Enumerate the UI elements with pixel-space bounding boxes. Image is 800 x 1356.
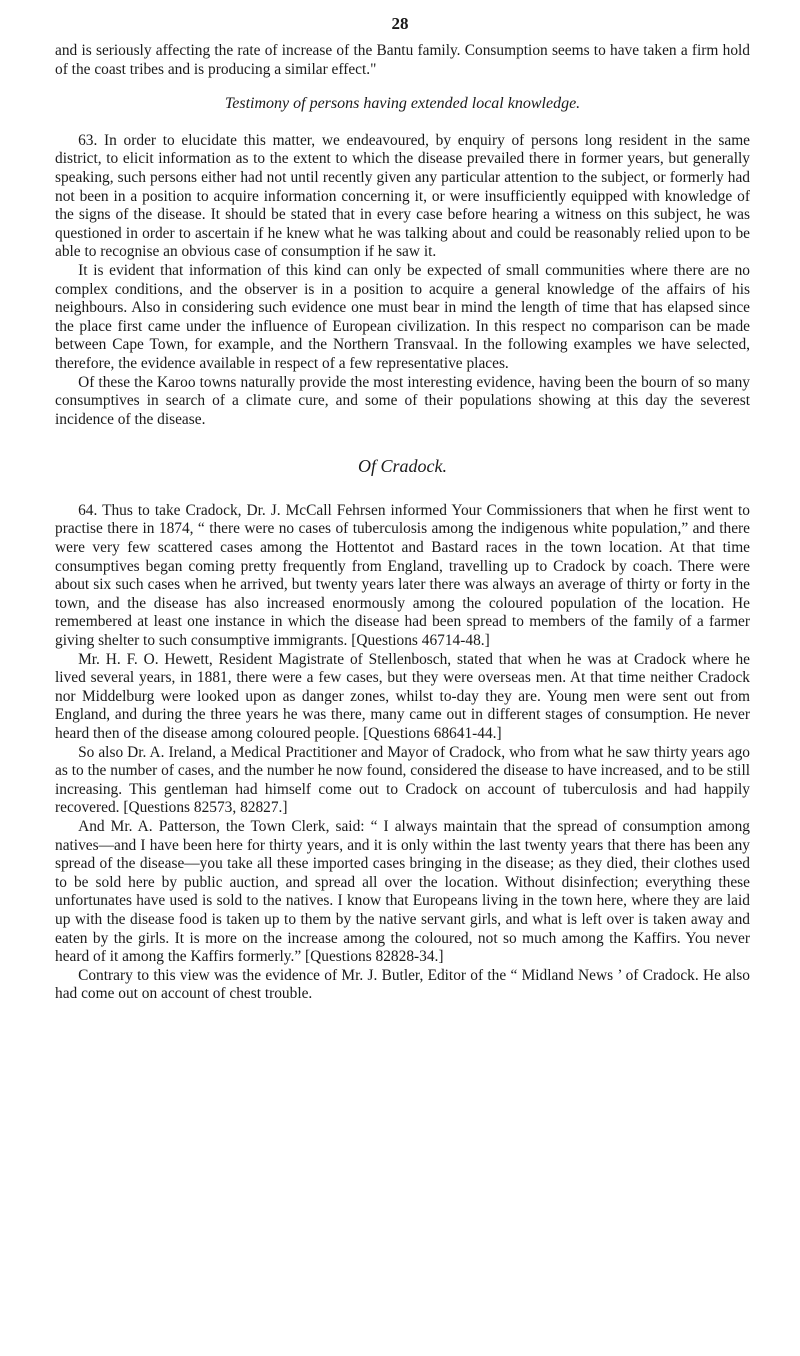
paragraph-hewett: Mr. H. F. O. Hewett, Resident Magistrate of Stellenbosch, stated that when he was at Cradock where he lived several years, in 1881, there were a few cases, but they were overseas men. At that time neither Cradock nor Middelburg were looked upon as danger zones, whilst to-day they are. Young men were sent out from England, and during the three years he was there, many came out in different stages of consumption. He never heard then of the disease among coloured people. [Questions 68641-44.]	[55, 650, 750, 742]
paragraph-ireland: So also Dr. A. Ireland, a Medical Practitioner and Mayor of Cradock, who from what he saw thirty years ago as to the number of cases, and the number he now found, considered the disease to have increased, and to be still increasing. This gentleman had himself come out to Cradock on account of tuberculosis and had happily recovered. [Questions 82573, 82827.]	[55, 743, 750, 817]
page-number: 28	[391, 14, 409, 33]
paragraph-butler: Contrary to this view was the evidence of Mr. J. Butler, Editor of the “ Midland News ’ of Cradock. He also had come out on account of chest trouble.	[55, 966, 750, 1003]
paragraph-64: 64. Thus to take Cradock, Dr. J. McCall Fehrsen informed Your Commissioners that when he first went to practise there in 1874, “ there were no cases of tuberculosis among the indigenous white population,” and there were very few scattered cases among the Hottentot and Bastard races in the town location. At that time consumptives began coming pretty frequently from England, travelling up to Cradock by coach. There were about six such cases when he arrived, but twenty years later there was always an average of thirty or forty in the town, and the disease has also increased enormously among the coloured population of the location. He remembered at least one instance in which the disease had been spread to members of the family of a farmer giving shelter to such consumptive immigrants. [Questions 46714-48.]	[55, 501, 750, 650]
section-heading-cradock: Of Cradock.	[358, 456, 447, 477]
paragraph-evidence-small-communities: It is evident that information of this kind can only be expected of small communities where there are no complex conditions, and the observer is in a position to acquire a general knowledge of the affairs of his neighbours. Also in considering such evidence one must bear in mind the length of time that has elapsed since the place first came under the influence of European civilization. In this respect no comparison can be made between Cape Town, for example, and the Northern Transvaal. In the following examples we have selected, therefore, the evidence available in respect of a few representative places.	[55, 261, 750, 372]
paragraph-63: 63. In order to elucidate this matter, we endeavoured, by enquiry of persons long resident in the same district, to elicit information as to the extent to which the disease prevailed there in former years, but generally speaking, such persons either had not until recently given any particular attention to the subject, or formerly had not been in a position to acquire information concerning it, or were insufficiently equipped with knowledge of the signs of the disease. It should be stated that in every case before hearing a witness on this subject, he was questioned in order to ascertain if he knew what he was talking about and could be reasonably relied upon to be able to recognise an obvious case of consumption if he saw it.	[55, 131, 750, 261]
section-heading-testimony: Testimony of persons having extended local knowledge.	[224, 95, 581, 113]
page-body	[55, 42, 750, 1004]
paragraph-karoo-towns: Of these the Karoo towns naturally provide the most interesting evidence, having been the bourn of so many consumptives in search of a climate cure, and some of their populations showing at this day the severest incidence of the disease.	[55, 373, 750, 428]
paragraph-patterson: And Mr. A. Patterson, the Town Clerk, said: “ I always maintain that the spread of consumption among natives—and I have been here for thirty years, and it is only within the last twenty years that there has been any spread of the disease—you take all these imported cases bringing in the disease; as they died, their clothes used to be sold here by public auction, and spread all over the location. Without disinfection; everything these unfortunates have used is sold to the natives. I know that Europeans living in the town here, where they are laid up with the disease food is taken up to them by the native servant girls, and what is left over is taken away and eaten by the girls. It is more on the increase among the coloured, not so much among the Kaffirs. You never heard of it among the Kaffirs formerly.” [Questions 82828-34.]	[55, 817, 750, 966]
intro-paragraph: and is seriously affecting the rate of increase of the Bantu family. Consumption seems to have taken a firm hold of the coast tribes and is producing a similar effect."	[55, 42, 750, 78]
